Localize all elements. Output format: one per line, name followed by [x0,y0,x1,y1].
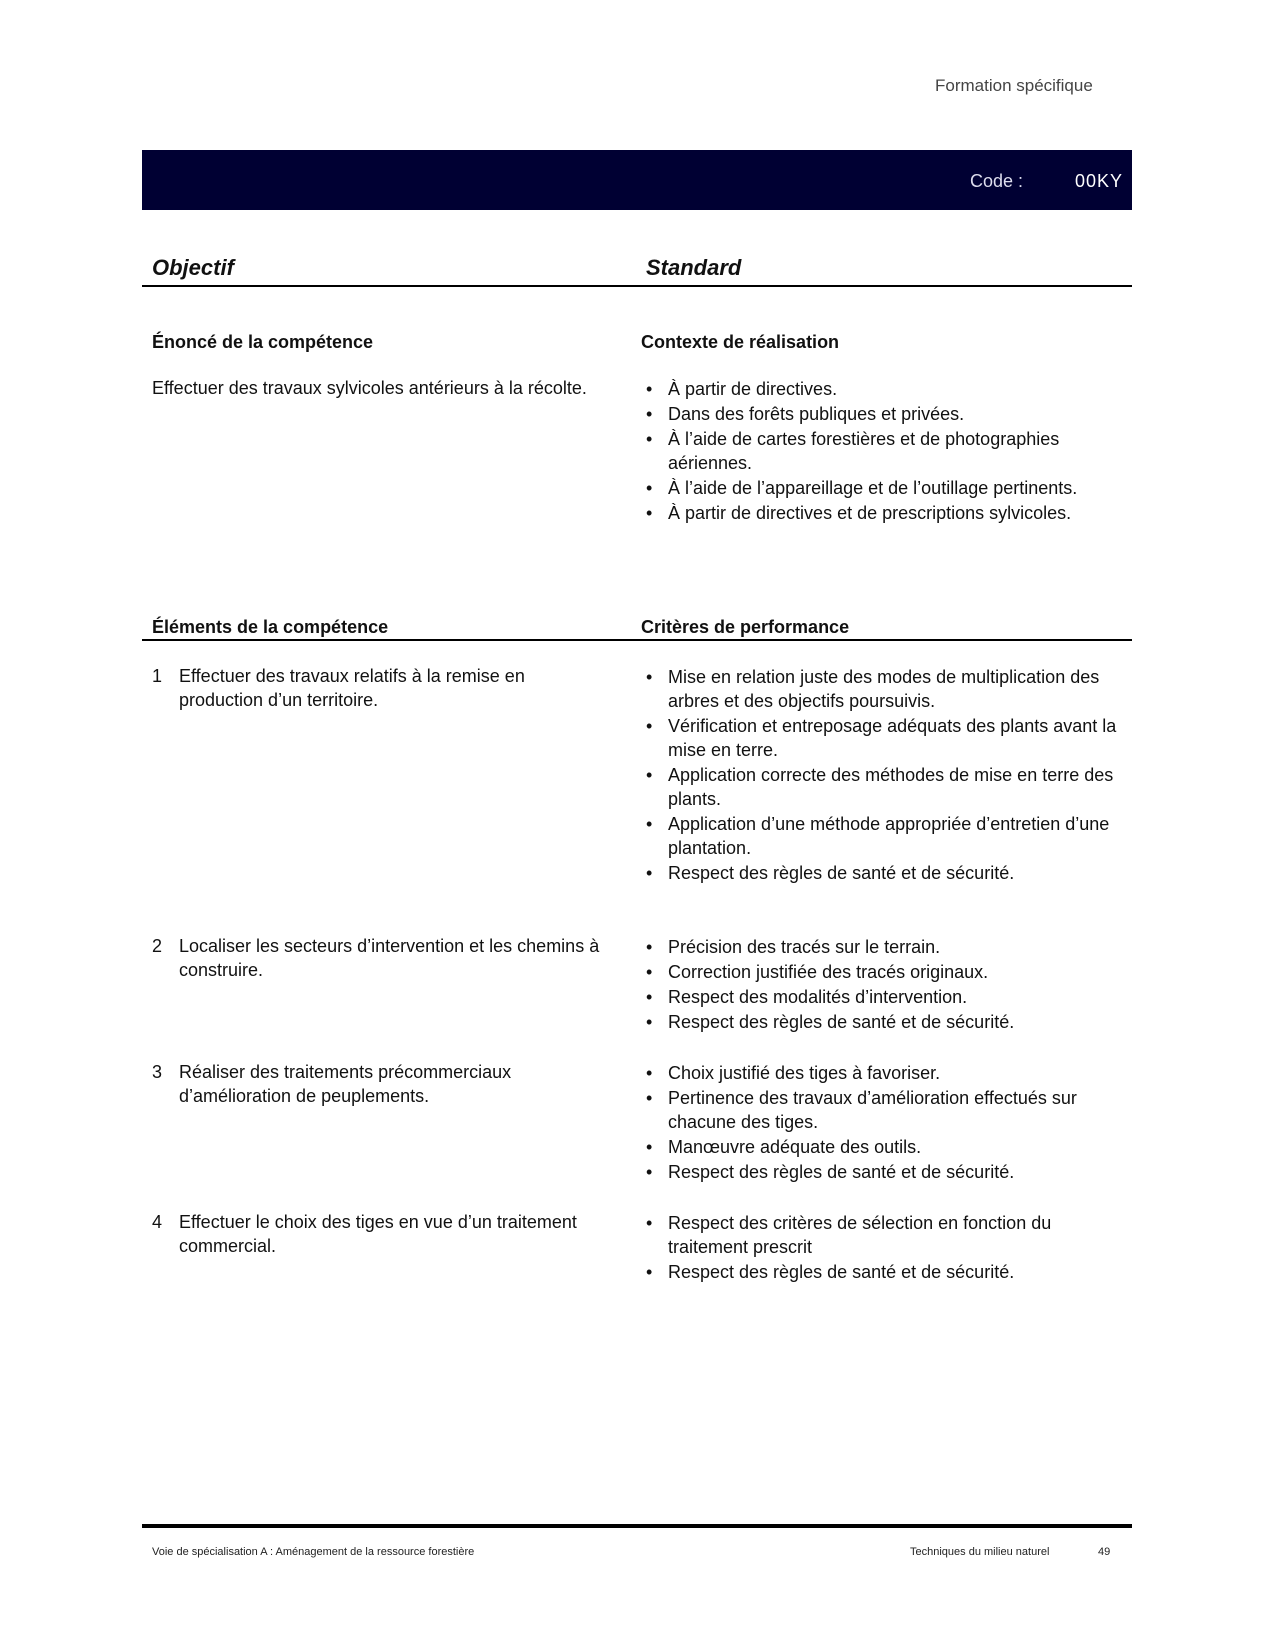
enonce-text: Effectuer des travaux sylvicoles antérieurs à la récolte. [152,378,587,398]
element-text: Réaliser des traitements précommerciaux d’amélioration de peuplements. [179,1062,512,1106]
contexte-heading: Contexte de réalisation [641,332,840,352]
criteria-list [646,1061,1126,1185]
criterion-item: • Application correcte des méthodes de mise en terre des plants. [646,763,1126,811]
criterion-item: • Respect des critères de sélection en fonction du traitement prescrit [646,1211,1126,1259]
elements-heading: Éléments de la compétence [152,617,389,637]
standard-heading: Standard [646,255,742,280]
code-value: 00KY [1075,171,1124,191]
criterion-item: • Mise en relation juste des modes de multiplication des arbres et des objectifs poursuivis. [646,665,1126,713]
page-number: 49 [1098,1546,1111,1558]
contexte-item: • À l’aide de l’appareillage et de l’outillage pertinents. [646,476,1126,500]
code-label: Code : [970,171,1024,191]
criterion-item: • Précision des tracés sur le terrain. [646,935,1126,959]
criterion-item: • Vérification et entreposage adéquats des plants avant la mise en terre. [646,714,1126,762]
element-text: Effectuer le choix des tiges en vue d’un traitement commercial. [179,1212,577,1256]
footer-left-text: Voie de spécialisation A : Aménagement de la ressource forestière [152,1546,475,1558]
elements-rule [142,639,1132,641]
contexte-list [646,377,1126,526]
heading-rule [142,285,1132,287]
criterion-item: • Pertinence des travaux d’amélioration effectués sur chacune des tiges. [646,1086,1126,1134]
element-number: 1 [152,666,163,686]
criterion-item: • Manœuvre adéquate des outils. [646,1135,1126,1159]
criterion-item: • Correction justifiée des tracés originaux. [646,960,1126,984]
enonce-heading: Énoncé de la compétence [152,332,374,352]
element-text: Localiser les secteurs d’intervention et les chemins à construire. [179,936,600,980]
criterion-item: • Respect des règles de santé et de sécurité. [646,1260,1126,1284]
criteria-list [646,1211,1126,1285]
criteria-list [646,665,1126,886]
criterion-item: • Respect des règles de santé et de sécurité. [646,861,1126,885]
contexte-item: • À l’aide de cartes forestières et de photographies aériennes. [646,427,1126,475]
criteria-list [646,935,1126,1035]
footer-right-text: Techniques du milieu naturel [910,1546,1050,1558]
criterion-item: • Application d’une méthode appropriée d’entretien d’une plantation. [646,812,1126,860]
element-number: 2 [152,936,163,956]
element-number: 3 [152,1062,163,1082]
element-number: 4 [152,1212,163,1232]
contexte-item: • À partir de directives. [646,377,1126,401]
criterion-item: • Respect des modalités d’intervention. [646,985,1126,1009]
criterion-item: • Respect des règles de santé et de sécurité. [646,1160,1126,1184]
contexte-item: • À partir de directives et de prescriptions sylvicoles. [646,501,1126,525]
contexte-item: • Dans des forêts publiques et privées. [646,402,1126,426]
criterion-item: • Respect des règles de santé et de sécurité. [646,1010,1126,1034]
page-header-label: Formation spécifique [935,76,1093,95]
footer-rule [142,1524,1132,1528]
criteres-heading: Critères de performance [641,617,850,637]
criterion-item: • Choix justifié des tiges à favoriser. [646,1061,1126,1085]
objectif-heading: Objectif [152,255,234,280]
element-text: Effectuer des travaux relatifs à la remise en production d’un territoire. [179,666,525,710]
